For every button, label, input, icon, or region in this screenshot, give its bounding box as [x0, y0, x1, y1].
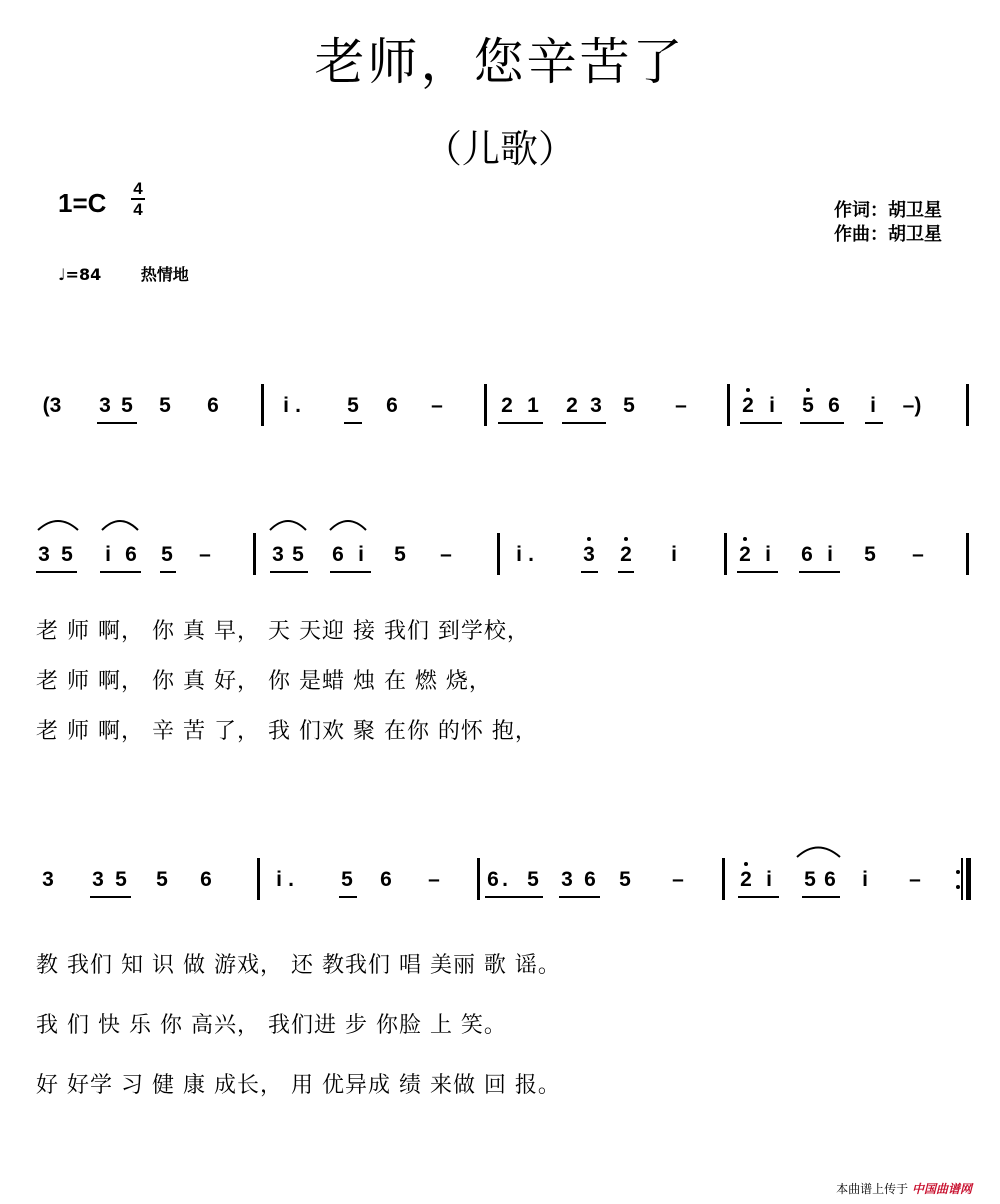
note: 6: [584, 868, 596, 891]
beam-underline: [581, 571, 598, 573]
key-signature: 1=C: [58, 188, 107, 218]
note: 5: [347, 394, 359, 417]
note: 3: [38, 543, 50, 566]
beam-underline: [344, 422, 362, 424]
note: i: [870, 394, 876, 417]
beam-underline: [160, 571, 176, 573]
beam-underline: [802, 896, 840, 898]
note: 5: [115, 868, 127, 891]
note: 5: [619, 868, 631, 891]
barline: [727, 384, 730, 426]
barline: [724, 533, 727, 575]
song-title: 老师，您辛苦了: [314, 33, 686, 91]
beam-underline: [562, 422, 606, 424]
note: –: [440, 543, 452, 566]
note: 5: [527, 868, 539, 891]
slur: [797, 848, 840, 858]
barline: [966, 533, 969, 575]
note: i: [766, 868, 772, 891]
beam-underline: [737, 571, 778, 573]
composer-credit: 作曲：胡卫星: [834, 224, 942, 245]
song-subtitle: （儿歌）: [423, 127, 576, 171]
note: 5: [161, 543, 173, 566]
slur: [330, 521, 366, 530]
lyric-line: 好 好学 习 健 康 成长， 用 优异成 绩 来做 回 报。: [36, 1073, 561, 1098]
note: 6: [125, 543, 137, 566]
lyric-line: 教 我们 知 识 做 游戏， 还 教我们 唱 美丽 歌 谣。: [36, 953, 561, 978]
beam-underline: [799, 571, 840, 573]
lyricist-credit: 作词：胡卫星: [834, 200, 942, 221]
beam-underline: [740, 422, 782, 424]
lyric-line: 我 们 快 乐 你 高兴， 我们进 步 你脸 上 笑。: [36, 1013, 507, 1038]
note: 5: [341, 868, 353, 891]
note: 5: [159, 394, 171, 417]
note: 3: [272, 543, 284, 566]
note: 6: [200, 868, 212, 891]
slur: [102, 521, 138, 530]
note: –: [431, 394, 443, 417]
note: –: [199, 543, 211, 566]
note: 2: [742, 394, 754, 417]
barline: [722, 858, 725, 900]
note: 5: [121, 394, 133, 417]
beam-underline: [498, 422, 543, 424]
note: 3: [99, 394, 111, 417]
note: –: [672, 868, 684, 891]
barline: [484, 384, 487, 426]
octave-dot: [624, 537, 628, 541]
barline: [497, 533, 500, 575]
note: –: [428, 868, 440, 891]
note: 1: [527, 394, 539, 417]
time-signature: [128, 180, 148, 218]
note: i: [276, 868, 282, 891]
beam-underline: [800, 422, 844, 424]
note: i: [827, 543, 833, 566]
note: i: [516, 543, 522, 566]
note: 5: [864, 543, 876, 566]
note: .: [502, 868, 508, 891]
beam-underline: [97, 422, 137, 424]
note: 3: [561, 868, 573, 891]
footer-credit: [836, 1180, 972, 1197]
note: 2: [739, 543, 751, 566]
tempo-value: ♩=84: [58, 265, 102, 284]
beam-underline: [618, 571, 634, 573]
lyric-line: 老 师 啊， 你 真 早， 天 天迎 接 我们 到学校，: [36, 619, 530, 644]
beam-underline: [339, 896, 357, 898]
octave-dot: [744, 862, 748, 866]
note: i: [862, 868, 868, 891]
note: i: [105, 543, 111, 566]
note: 6: [824, 868, 836, 891]
beam-underline: [270, 571, 308, 573]
beam-underline: [559, 896, 600, 898]
note: i: [765, 543, 771, 566]
barline: [477, 858, 480, 900]
beam-underline: [36, 571, 77, 573]
octave-dot: [746, 388, 750, 392]
footer-brand: 中国曲谱网: [911, 1182, 972, 1196]
note: –): [902, 394, 922, 417]
note: (3: [42, 394, 62, 417]
repeat-barline-thin: [961, 858, 963, 900]
note: –: [675, 394, 687, 417]
note: 6: [386, 394, 398, 417]
note: –: [909, 868, 921, 891]
octave-dot: [743, 537, 747, 541]
note: 5: [804, 868, 816, 891]
note: 6: [801, 543, 813, 566]
note: –: [912, 543, 924, 566]
octave-dot: [806, 388, 810, 392]
time-signature-top: 4: [133, 179, 143, 198]
note: i: [769, 394, 775, 417]
beam-underline: [485, 896, 543, 898]
note: 2: [740, 868, 752, 891]
note: 3: [42, 868, 54, 891]
note: i: [358, 543, 364, 566]
note: 6: [380, 868, 392, 891]
lyric-line: 老 师 啊， 辛 苦 了， 我 们欢 聚 在你 的怀 抱，: [36, 719, 538, 744]
note: .: [528, 543, 534, 566]
barline: [261, 384, 264, 426]
expression-marking: 热情地: [140, 265, 189, 284]
note: 2: [501, 394, 513, 417]
repeat-dot: [956, 885, 960, 889]
note: 5: [394, 543, 406, 566]
note: 5: [156, 868, 168, 891]
note: 6: [207, 394, 219, 417]
time-signature-bottom: 4: [133, 200, 143, 219]
repeat-barline-thick: [966, 858, 971, 900]
tempo-marking: [58, 262, 189, 285]
note: .: [288, 868, 294, 891]
note: i: [283, 394, 289, 417]
note: i: [671, 543, 677, 566]
lyric-line: 老 师 啊， 你 真 好， 你 是蜡 烛 在 燃 烧，: [36, 669, 492, 694]
note: 5: [61, 543, 73, 566]
beam-underline: [330, 571, 371, 573]
slur: [270, 521, 306, 530]
note: 5: [623, 394, 635, 417]
repeat-dot: [956, 870, 960, 874]
note: 3: [590, 394, 602, 417]
note: 6: [332, 543, 344, 566]
footer-text: 本曲谱上传于: [836, 1182, 909, 1196]
slur: [38, 521, 78, 530]
note: 2: [566, 394, 578, 417]
note: 3: [583, 543, 595, 566]
note: 5: [802, 394, 814, 417]
note: 2: [620, 543, 632, 566]
barline: [966, 384, 969, 426]
beam-underline: [738, 896, 779, 898]
barline: [253, 533, 256, 575]
octave-dot: [587, 537, 591, 541]
note: 5: [292, 543, 304, 566]
note: 6: [487, 868, 499, 891]
beam-underline: [865, 422, 883, 424]
barline: [257, 858, 260, 900]
beam-underline: [100, 571, 141, 573]
note: .: [295, 394, 301, 417]
note: 3: [92, 868, 104, 891]
note: 6: [828, 394, 840, 417]
beam-underline: [90, 896, 131, 898]
